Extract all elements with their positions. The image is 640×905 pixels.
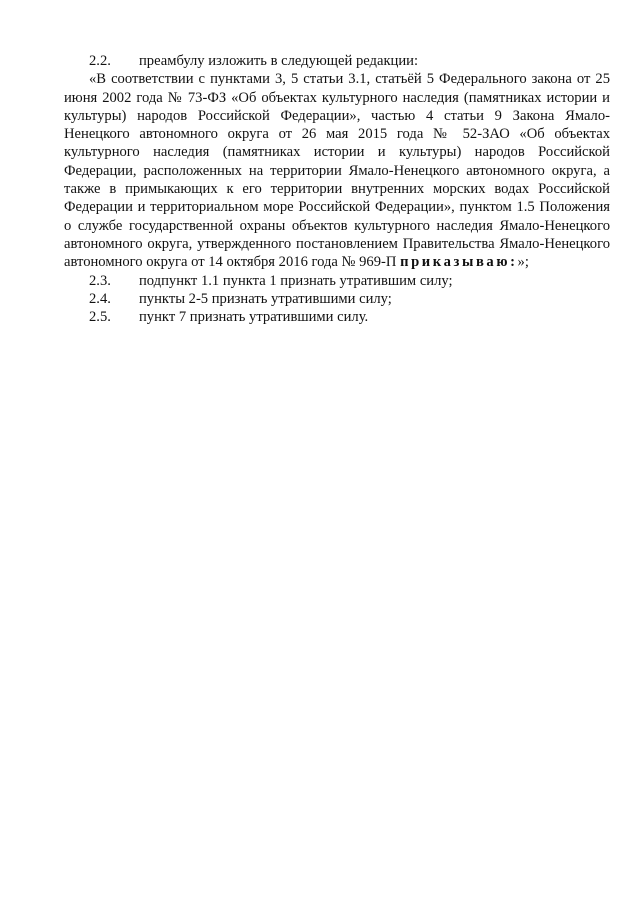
preamble-emphasis: приказываю: [400, 254, 518, 271]
list-item-2-3 [64, 272, 610, 290]
list-item-2-5 [64, 308, 610, 326]
item-text: пункты 2-5 признать утратившими силу; [139, 290, 392, 307]
list-item-2-2 [64, 52, 610, 70]
item-number: 2.2. [89, 53, 111, 69]
preamble-paragraph [64, 70, 610, 271]
document-body [64, 52, 610, 326]
item-text: преамбулу изложить в следующей редакции: [139, 53, 419, 69]
preamble-suffix: »; [517, 254, 529, 271]
item-number: 2.3. [89, 272, 111, 289]
item-text: пункт 7 признать утратившими силу. [139, 309, 369, 326]
item-text: подпункт 1.1 пункта 1 признать утратившим силу; [139, 272, 453, 289]
preamble-text: «В соответствии с пунктами 3, 5 статьи 3.1, статьёй 5 Федерального закона от 25 июня 2002 года № 73-ФЗ «Об объектах культурного наследия (памятниках истории и культуры) народов Российской Федерации», частью 4 статьи 9 Закона Ямало-Ненецкого автономного округа от 26 мая 2015 года № 52-ЗАО «Об объектах культурного наследия (памятниках истории и культуры) народов Российской Федерации, расположенных на территории Ямало-Ненецкого автономного округа, а также в примыкающих к его территории внутренних морских водах Российской Федерации и территориальном море Российской Федерации», пунктом 1.5 Положения о службе государственной охраны объектов культурного наследия Ямало-Ненецкого автономного округа, утвержденного постановлением Правительства Ямало-Ненецкого автономного округа от 14 октября 2016 года № 969-П [64, 71, 610, 271]
item-number: 2.4. [89, 290, 111, 307]
list-item-2-4 [64, 290, 610, 308]
item-number: 2.5. [89, 309, 111, 326]
